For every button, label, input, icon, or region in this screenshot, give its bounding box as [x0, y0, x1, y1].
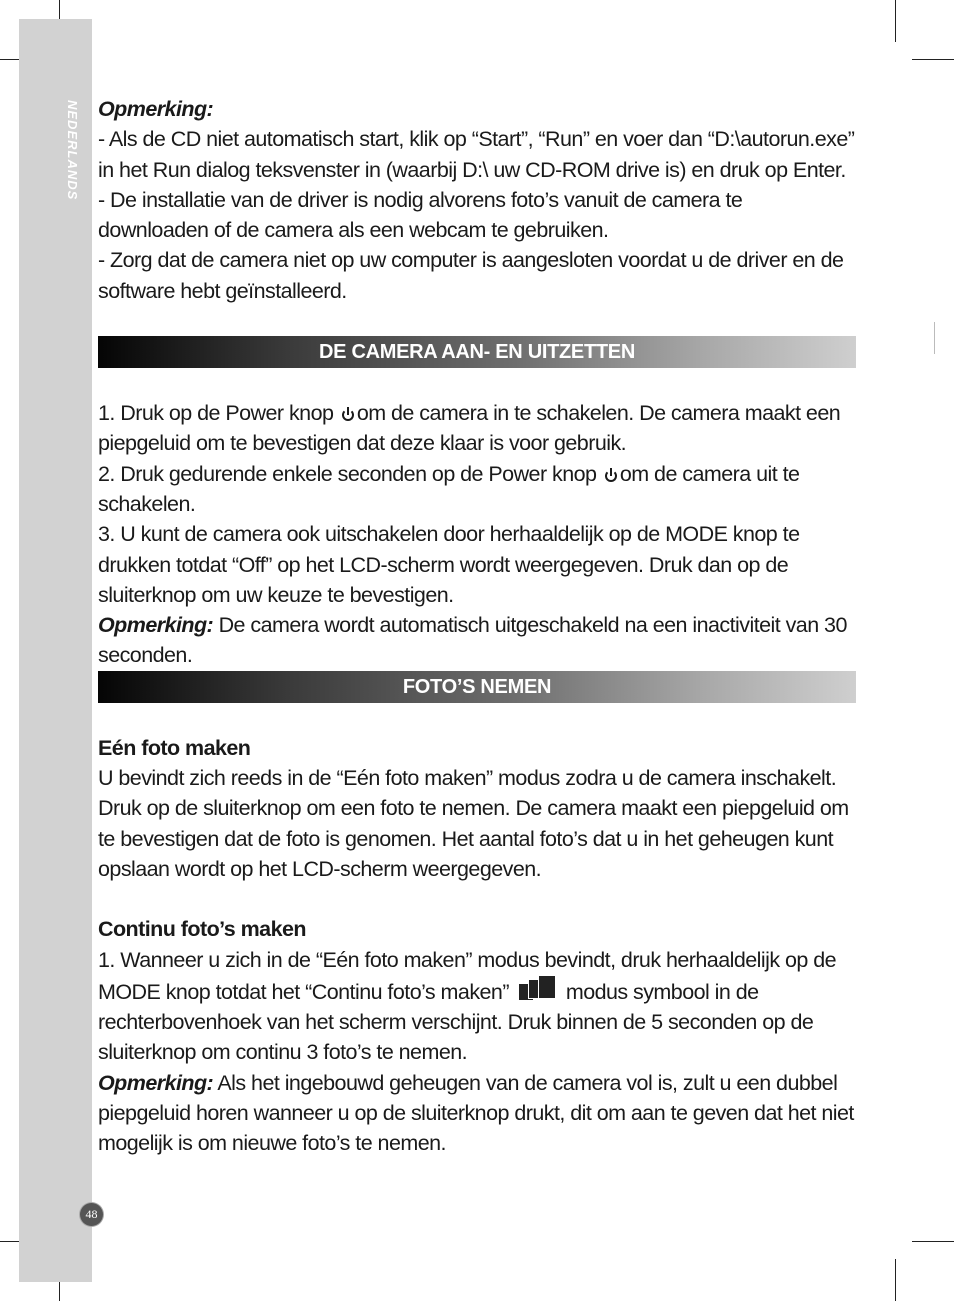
paragraph-continuous-photo: 1. Wanneer u zich in de “Eén foto maken” modus bevindt, druk herhaaldelijk op de MODE knop totdat het “Continu foto’s maken” modus symbool in de rechterbovenhoek van het scherm verschijnt. Druk binnen de 5 seconden op de sluiterknop om continu 3 foto’s te nemen.: [98, 947, 837, 1065]
note-line: - De installatie van de driver is nodig alvorens foto’s vanuit de camera te downloaden of de camera als een webcam te gebruiken.: [98, 187, 743, 243]
language-sidebar: [19, 19, 92, 1282]
page-number: 48: [80, 1203, 103, 1226]
crop-mark: [912, 59, 954, 60]
power-icon: [605, 470, 617, 482]
page-content: [98, 94, 856, 1159]
language-label: NEDERLANDS: [65, 100, 80, 201]
crop-mark: [895, 1259, 896, 1301]
crop-mark: [895, 0, 896, 42]
note-line: - Als de CD niet automatisch start, klik op “Start”, “Run” en voer dan “D:\autorun.exe” in het Run dialog teksvenster in (waarbij D:\ uw CD-ROM drive is) en druk op Enter.: [98, 127, 855, 182]
note-power: Opmerking: De camera wordt automatisch uitgeschakeld na een inactiviteit van 30 seconden.: [98, 613, 847, 668]
section-heading-power: DE CAMERA AAN- EN UITZETTEN: [98, 336, 856, 368]
note-label: Opmerking:: [98, 97, 214, 121]
subheading-single-photo: Eén foto maken: [98, 735, 251, 760]
paragraph-single-photo: U bevindt zich reeds in de “Eén foto maken” modus zodra u de camera inschakelt. Druk op de sluiterknop om een foto te nemen. De camera maakt een piepgeluid om te bevestigen dat de foto is genomen. Het aantal foto’s dat u in het geheugen kunt opslaan wordt op het LCD-scherm weergegeven.: [98, 766, 849, 881]
subheading-continuous-photo: Continu foto’s maken: [98, 917, 306, 942]
burst-mode-icon: [518, 975, 556, 1001]
crop-mark: [912, 1241, 954, 1242]
crop-mark: [934, 322, 935, 354]
note-memory: Opmerking: Als het ingebouwd geheugen van de camera vol is, zult u een dubbel piepgeluid horen wanneer u op de sluiterknop drukt, dit om aan te geven dat het niet mogelijk is om nieuwe foto’s te nemen.: [98, 1070, 854, 1156]
power-icon: [342, 409, 354, 421]
section-heading-photos: FOTO’S NEMEN: [98, 671, 856, 703]
instruction-1: 1. Druk op de Power knop om de camera in te schakelen. De camera maakt een piepgeluid om te bevestigen dat deze klaar is voor gebruik.: [98, 401, 841, 456]
note-line: - Zorg dat de camera niet op uw computer is aangesloten voordat u de driver en de software hebt geïnstalleerd.: [98, 248, 844, 303]
instruction-3: 3. U kunt de camera ook uitschakelen door herhaaldelijk op de MODE knop te drukken totdat “Off” op het LCD-scherm wordt weergegeven. Druk dan op de sluiterknop om uw keuze te bevestigen.: [98, 522, 800, 607]
instruction-2: 2. Druk gedurende enkele seconden op de Power knop om de camera uit te schakelen.: [98, 461, 800, 516]
